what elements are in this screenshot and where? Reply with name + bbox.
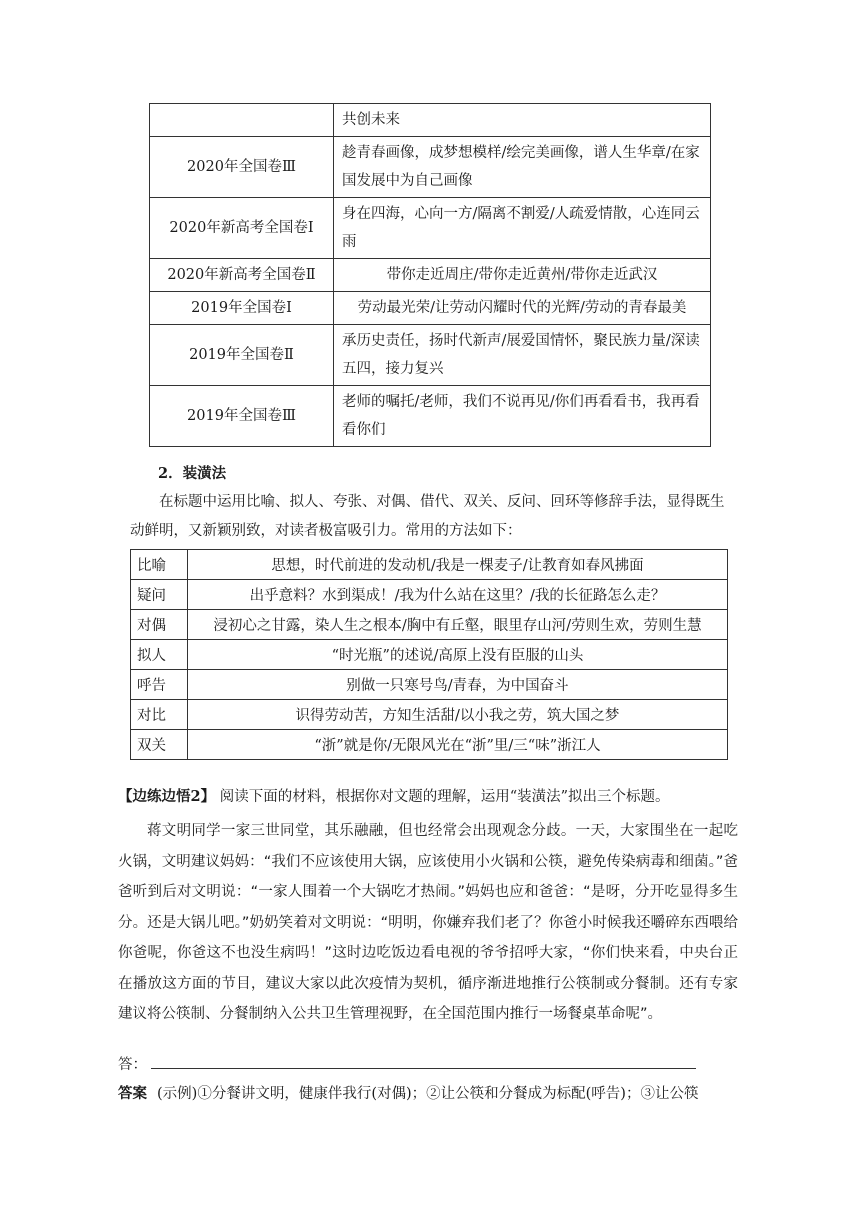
examples-cell: 出乎意料？水到渠成！/我为什么站在这里？/我的长征路怎么走？ <box>188 580 728 610</box>
solution-tag: 答案 <box>118 1085 147 1102</box>
table-row <box>131 640 728 670</box>
examples-cell: 识得劳动苦，方知生活甜/以小我之劳，筑大国之梦 <box>188 700 728 730</box>
rhetoric-methods-table <box>130 549 728 760</box>
solution-text: (示例)①分餐讲文明，健康伴我行(对偶)；②让公筷和分餐成为标配(呼告)；③让公筷 <box>157 1086 699 1102</box>
solution <box>118 1081 743 1107</box>
exam-cell: 2020年新高考全国卷Ⅰ <box>150 198 334 259</box>
method-cell: 疑问 <box>131 580 188 610</box>
method-cell: 对偶 <box>131 610 188 640</box>
table-row <box>150 292 711 325</box>
method-cell: 比喻 <box>131 550 188 580</box>
titles-cell: 老师的嘱托/老师，我们不说再见/你们再看看书，我再看看你们 <box>334 386 711 447</box>
section-heading: 2．装潢法 <box>158 465 227 482</box>
table-row <box>150 198 711 259</box>
table-row <box>131 610 728 640</box>
table-row <box>150 386 711 447</box>
titles-cell: 劳动最光荣/让劳动闪耀时代的光辉/劳动的青春最美 <box>334 292 711 325</box>
exercise-prompt <box>118 786 738 808</box>
exam-cell <box>150 104 334 137</box>
titles-cell: 身在四海，心向一方/隔离不割爱/人疏爱情散，心连同云雨 <box>334 198 711 259</box>
answer-blank[interactable] <box>151 1052 696 1069</box>
table-row <box>131 550 728 580</box>
exam-titles-table <box>149 103 711 447</box>
exam-cell: 2020年全国卷Ⅲ <box>150 137 334 198</box>
titles-cell: 共创未来 <box>334 104 711 137</box>
table-row <box>150 259 711 292</box>
examples-cell: “时光瓶”的述说/高原上没有臣服的山头 <box>188 640 728 670</box>
examples-cell: 浸初心之甘露，染人生之根本/胸中有丘壑，眼里存山河/劳则生欢，劳则生慧 <box>188 610 728 640</box>
answer-area <box>118 1052 718 1077</box>
exam-cell: 2019年全国卷Ⅰ <box>150 292 334 325</box>
table-row <box>131 670 728 700</box>
table-row <box>150 137 711 198</box>
method-cell: 拟人 <box>131 640 188 670</box>
exam-cell: 2019年全国卷Ⅲ <box>150 386 334 447</box>
table-row <box>131 580 728 610</box>
titles-cell: 承历史责任，扬时代新声/展爱国情怀，聚民族力量/深读五四，接力复兴 <box>334 325 711 386</box>
exercise-material: 蒋文明同学一家三世同堂，其乐融融，但也经常会出现观念分歧。一天，大家围坐在一起吃火锅，文明建议妈妈：“我们不应该使用大锅，应该使用小火锅和公筷，避免传染病毒和细菌。”爸爸听到后对文明说：“一家人围着一个大锅吃才热闹。”妈妈也应和爸爸：“是呀，分开吃显得多生分。还是大锅儿吧。”奶奶笑着对文明说：“明明，你嫌弃我们老了？你爸小时候我还嚼碎东西喂给你爸呢，你爸这不也没生病吗！”这时边吃饭边看电视的爷爷招呼大家，“你们快来看，中央台正在播放这方面的节目，建议大家以此次疫情为契机，循序渐进地推行公筷制或分餐制。还有专家建议将公筷制、分餐制纳入公共卫生管理视野，在全国范围内推行一场餐桌革命呢”。 <box>118 823 738 1022</box>
examples-cell: “浙”就是你/无限风光在“浙”里/三“味”浙江人 <box>188 730 728 760</box>
exam-cell: 2019年全国卷Ⅱ <box>150 325 334 386</box>
method-cell: 呼告 <box>131 670 188 700</box>
method-cell: 对比 <box>131 700 188 730</box>
table-row <box>150 325 711 386</box>
exercise-tag: 【边练边悟2】 <box>118 788 216 805</box>
examples-cell: 思想，时代前进的发动机/我是一棵麦子/让教育如春风拂面 <box>188 550 728 580</box>
titles-cell: 带你走近周庄/带你走近黄州/带你走近武汉 <box>334 259 711 292</box>
table-row <box>131 730 728 760</box>
exercise-instruction: 阅读下面的材料，根据你对文题的理解，运用“装潢法”拟出三个标题。 <box>219 789 670 805</box>
answer-label: 答： <box>118 1057 147 1073</box>
exam-cell: 2020年新高考全国卷Ⅱ <box>150 259 334 292</box>
table-row <box>131 700 728 730</box>
method-cell: 双关 <box>131 730 188 760</box>
titles-cell: 趁青春画像，成梦想模样/绘完美画像，谱人生华章/在家国发展中为自己画像 <box>334 137 711 198</box>
examples-cell: 别做一只寒号鸟/青春，为中国奋斗 <box>188 670 728 700</box>
table-row <box>150 104 711 137</box>
section-intro: 在标题中运用比喻、拟人、夸张、对偶、借代、双关、反问、回环等修辞手法，显得既生动鲜明，又新颖别致，对读者极富吸引力。常用的方法如下： <box>130 494 725 539</box>
